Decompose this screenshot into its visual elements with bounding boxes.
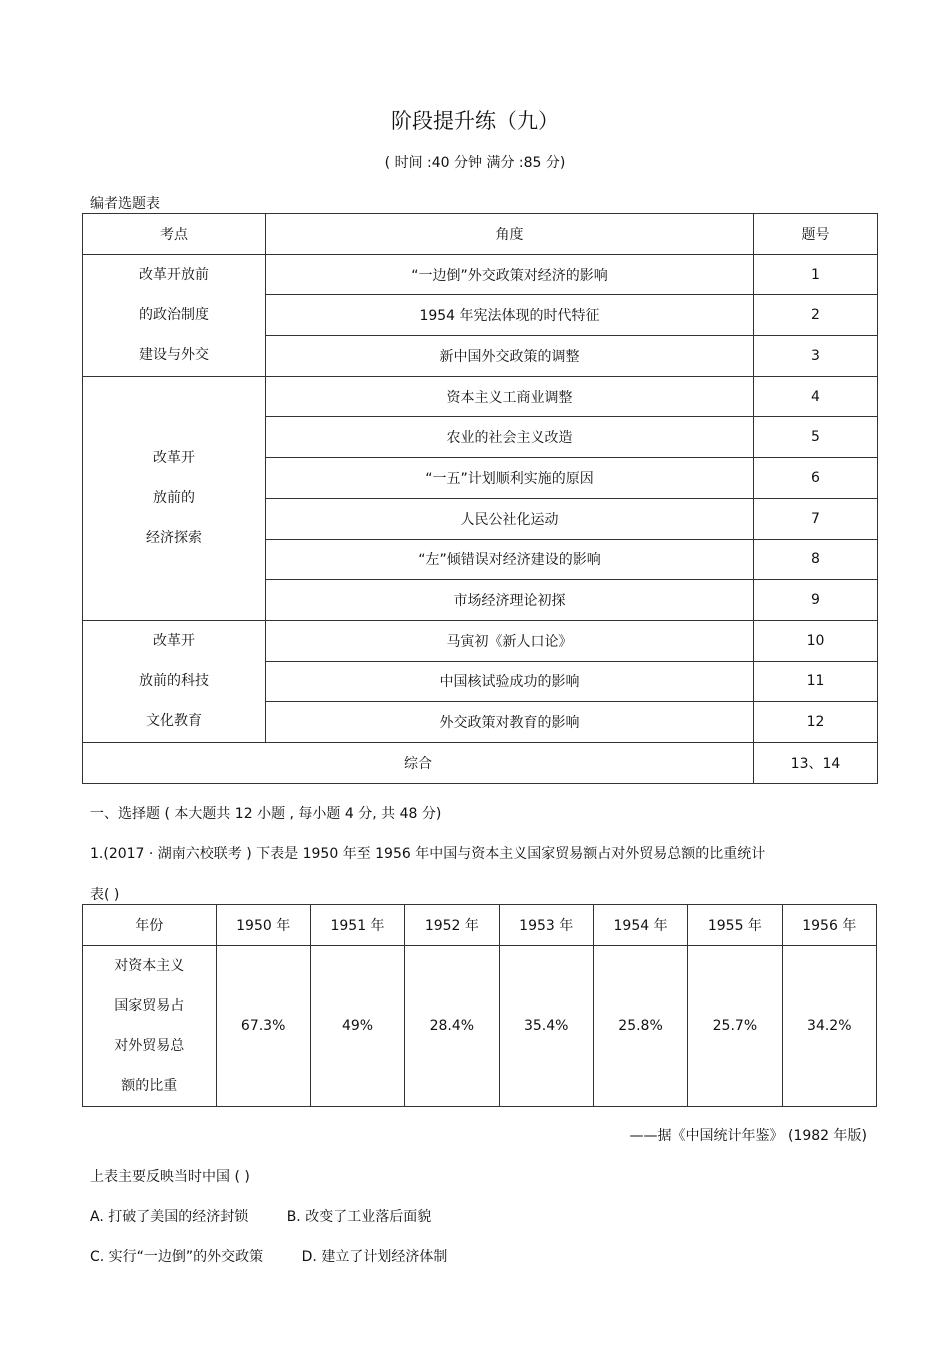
- number-cell: 9: [754, 580, 878, 621]
- ratio-value-cell: 34.2%: [782, 946, 876, 1107]
- number-cell: 3: [754, 336, 878, 377]
- topic-cell: [83, 376, 266, 620]
- number-cell: 1: [754, 254, 878, 295]
- angle-cell: “一边倒”外交政策对经济的影响: [266, 254, 754, 295]
- header-angle: 角度: [266, 214, 754, 255]
- table-row: [83, 376, 878, 417]
- time-score-info: ( 时间 :40 分钟 满分 :85 分): [384, 155, 566, 171]
- topic-cell: [83, 620, 266, 742]
- question-1-text: 1.(2017 · 湖南六校联考 ) 下表是 1950 年至 1956 年中国与资本主义国家贸易额占对外贸易总额的比重统计: [90, 846, 766, 862]
- number-cell: 2: [754, 295, 878, 336]
- angle-cell: “一五”计划顺利实施的原因: [266, 458, 754, 499]
- data-source: ——据《中国统计年鉴》 (1982 年版): [629, 1128, 867, 1144]
- topic-line: 建设与外交: [139, 347, 209, 364]
- ratio-value-cell: 25.7%: [688, 946, 782, 1107]
- ratio-value-cell: 28.4%: [405, 946, 499, 1107]
- topic-line: 放前的科技: [139, 673, 209, 690]
- angle-cell: 新中国外交政策的调整: [266, 336, 754, 377]
- topic-cell: [83, 254, 266, 376]
- page-title: 阶段提升练（九）: [391, 109, 559, 133]
- ratio-value-cell: 67.3%: [216, 946, 310, 1107]
- header-number: 题号: [754, 214, 878, 255]
- summary-number: 13、14: [754, 742, 878, 783]
- year-header-row: [83, 905, 877, 946]
- year-cell: 1956 年: [782, 905, 876, 946]
- row-label-line: 国家贸易占: [114, 998, 185, 1014]
- table-row: [83, 620, 878, 661]
- number-cell: 8: [754, 539, 878, 580]
- question-1-text-continued: 表( ): [90, 887, 120, 903]
- angle-cell: 人民公社化运动: [266, 498, 754, 539]
- table-row: [83, 254, 878, 295]
- summary-row: [83, 742, 878, 783]
- topic-line: 经济探索: [146, 530, 202, 547]
- summary-label: 综合: [83, 742, 754, 783]
- year-cell: 1950 年: [216, 905, 310, 946]
- ratio-value-cell: 35.4%: [499, 946, 593, 1107]
- ratio-row-label: [83, 946, 217, 1107]
- option-b[interactable]: B. 改变了工业落后面貌: [286, 1209, 432, 1225]
- year-cell: 1953 年: [499, 905, 593, 946]
- angle-cell: 外交政策对教育的影响: [266, 702, 754, 743]
- topic-line: 改革开: [153, 633, 195, 650]
- number-cell: 10: [754, 620, 878, 661]
- section-heading: 一、选择题 ( 本大题共 12 小题 , 每小题 4 分, 共 48 分): [90, 806, 442, 822]
- question-stem: 上表主要反映当时中国 ( ): [90, 1169, 250, 1185]
- header-topic: 考点: [83, 214, 266, 255]
- row-label-line: 对资本主义: [114, 958, 185, 974]
- angle-cell: 农业的社会主义改造: [266, 417, 754, 458]
- number-cell: 7: [754, 498, 878, 539]
- number-cell: 4: [754, 376, 878, 417]
- options-row-1: [90, 1206, 465, 1226]
- topic-line: 放前的: [153, 490, 195, 507]
- year-cell: 1955 年: [688, 905, 782, 946]
- number-cell: 12: [754, 702, 878, 743]
- options-row-2: [90, 1246, 481, 1266]
- angle-cell: 马寅初《新人口论》: [266, 620, 754, 661]
- option-a[interactable]: A. 打破了美国的经济封锁: [90, 1209, 249, 1225]
- option-d[interactable]: D. 建立了计划经济体制: [301, 1249, 448, 1265]
- ratio-value-cell: 25.8%: [593, 946, 687, 1107]
- number-cell: 11: [754, 661, 878, 702]
- trade-ratio-table: [82, 904, 877, 1107]
- row-label-line: 对外贸易总: [114, 1038, 185, 1054]
- angle-cell: “左”倾错误对经济建设的影响: [266, 539, 754, 580]
- number-cell: 5: [754, 417, 878, 458]
- table-header-row: [83, 214, 878, 255]
- topic-line: 文化教育: [146, 713, 202, 730]
- selection-table: [82, 213, 878, 784]
- row-label-line: 额的比重: [121, 1078, 178, 1094]
- ratio-value-cell: 49%: [310, 946, 404, 1107]
- year-cell: 1954 年: [593, 905, 687, 946]
- year-header-label: 年份: [83, 905, 217, 946]
- angle-cell: 市场经济理论初探: [266, 580, 754, 621]
- option-c[interactable]: C. 实行“一边倒”的外交政策: [90, 1249, 264, 1265]
- year-cell: 1952 年: [405, 905, 499, 946]
- table-caption: 编者选题表: [90, 196, 160, 212]
- ratio-row: [83, 946, 877, 1107]
- angle-cell: 中国核试验成功的影响: [266, 661, 754, 702]
- year-cell: 1951 年: [310, 905, 404, 946]
- topic-line: 改革开放前: [139, 267, 209, 284]
- topic-line: 改革开: [153, 450, 195, 467]
- angle-cell: 资本主义工商业调整: [266, 376, 754, 417]
- number-cell: 6: [754, 458, 878, 499]
- topic-line: 的政治制度: [139, 307, 209, 324]
- angle-cell: 1954 年宪法体现的时代特征: [266, 295, 754, 336]
